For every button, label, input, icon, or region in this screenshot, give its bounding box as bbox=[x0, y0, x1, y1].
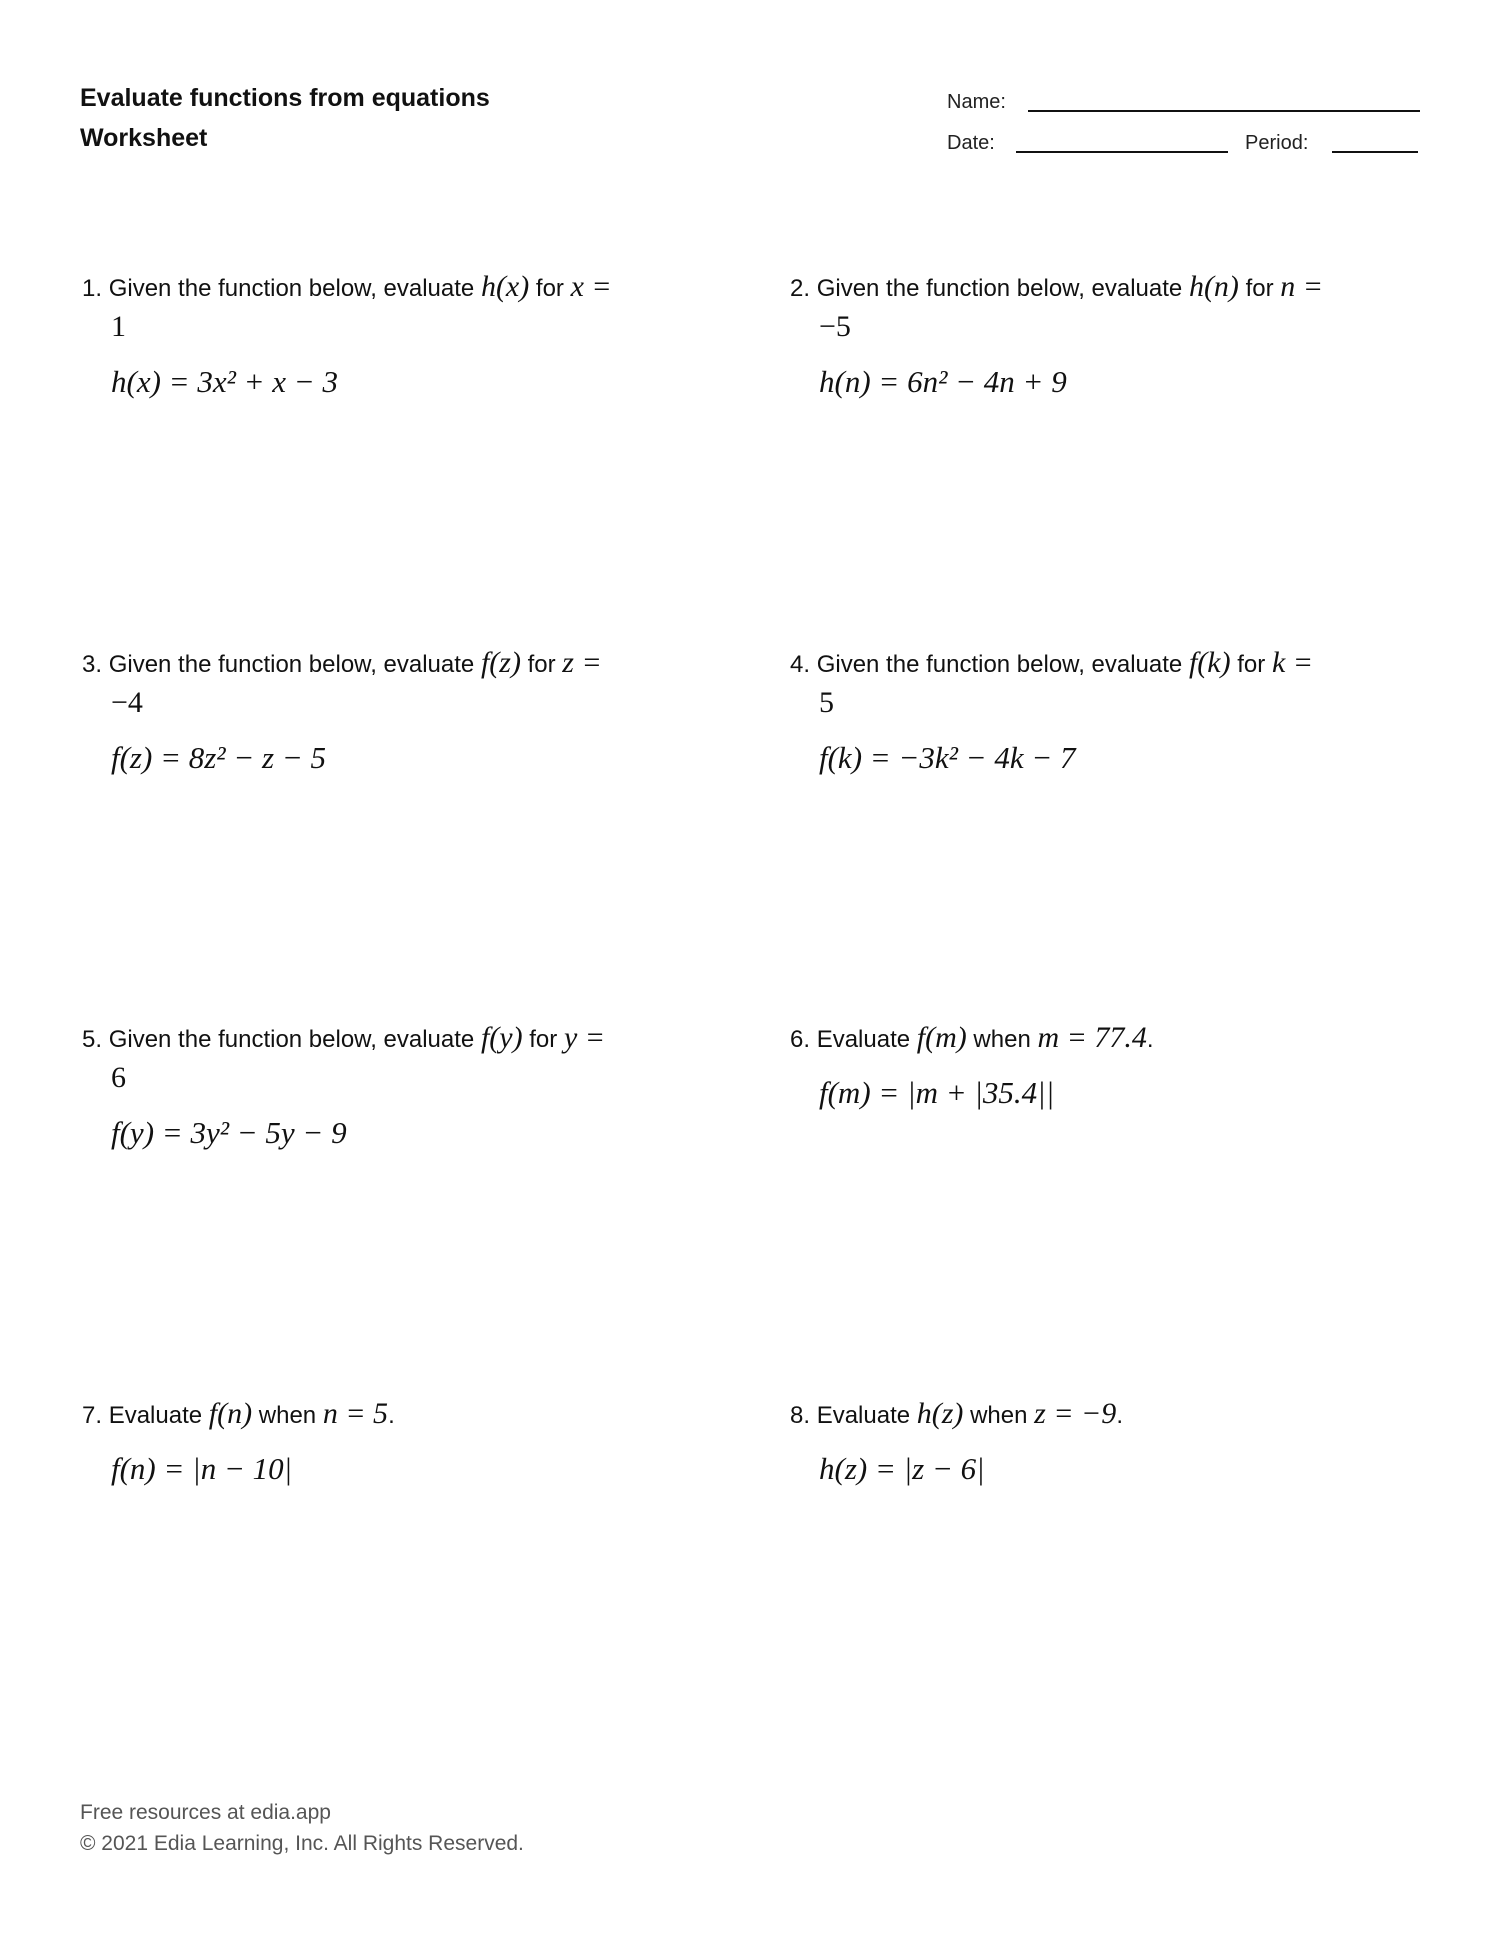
problem-connector: when bbox=[970, 1402, 1028, 1429]
problem-function: h(n) bbox=[1188, 270, 1239, 303]
problem-variable: z = −9 bbox=[1034, 1397, 1117, 1430]
problem-prompt: Evaluate bbox=[816, 1402, 911, 1429]
problem-period: . bbox=[1146, 1026, 1154, 1053]
problem-connector: for bbox=[535, 275, 564, 302]
problem-function: f(k) bbox=[1188, 646, 1231, 679]
problem-variable: y = bbox=[563, 1021, 605, 1054]
worksheet-title: Evaluate functions from equations bbox=[80, 84, 490, 112]
problem-number: 5. bbox=[82, 1026, 103, 1053]
problem-number: 8. bbox=[790, 1402, 811, 1429]
problem-connector: for bbox=[1237, 651, 1266, 678]
problem-number: 1. bbox=[82, 275, 103, 302]
problem-prompt: Given the function below, evaluate bbox=[108, 651, 475, 678]
problem-equation: f(m) = |m + |35.4|| bbox=[819, 1075, 1055, 1110]
problem-equation: f(n) = |n − 10| bbox=[111, 1451, 293, 1486]
problem-value: −5 bbox=[819, 310, 851, 343]
problem-value: 1 bbox=[111, 310, 126, 343]
problem-prompt: Evaluate bbox=[108, 1402, 203, 1429]
footer-resources: Free resources at edia.app bbox=[80, 1801, 331, 1824]
problem-value: 6 bbox=[111, 1061, 126, 1094]
problem-function: f(m) bbox=[916, 1021, 967, 1054]
footer-copyright: © 2021 Edia Learning, Inc. All Rights Reserved. bbox=[80, 1832, 524, 1855]
problem-connector: for bbox=[1245, 275, 1274, 302]
period-label: Period: bbox=[1245, 132, 1309, 154]
problem-equation: f(k) = −3k² − 4k − 7 bbox=[819, 740, 1076, 775]
problem-prompt: Evaluate bbox=[816, 1026, 911, 1053]
problem-connector: when bbox=[258, 1402, 317, 1429]
problem-variable: m = 77.4 bbox=[1037, 1021, 1147, 1054]
problem-function: h(x) bbox=[480, 270, 530, 303]
problem-connector: when bbox=[973, 1026, 1031, 1053]
problem-prompt: Given the function below, evaluate bbox=[108, 275, 475, 302]
problem-equation: f(y) = 3y² − 5y − 9 bbox=[111, 1115, 347, 1150]
name-field[interactable] bbox=[1028, 110, 1420, 112]
problem-variable: x = bbox=[570, 270, 612, 303]
problem-variable: k = bbox=[1271, 646, 1313, 679]
problem-number: 7. bbox=[82, 1402, 103, 1429]
problem-prompt: Given the function below, evaluate bbox=[816, 275, 1183, 302]
problem-function: f(y) bbox=[480, 1021, 523, 1054]
problem-equation: f(z) = 8z² − z − 5 bbox=[111, 740, 327, 775]
problem-connector: for bbox=[529, 1026, 558, 1053]
problem-period: . bbox=[388, 1402, 395, 1429]
problem-period: . bbox=[1116, 1402, 1123, 1429]
problem-number: 2. bbox=[790, 275, 811, 302]
problem-variable: n = bbox=[1280, 270, 1324, 303]
problem-value: 5 bbox=[819, 686, 834, 719]
problem-function: h(z) bbox=[916, 1397, 964, 1430]
problem-equation: h(z) = |z − 6| bbox=[819, 1451, 985, 1486]
problem-connector: for bbox=[527, 651, 556, 678]
problem-value: −4 bbox=[111, 686, 143, 719]
problem-variable: n = 5 bbox=[322, 1397, 389, 1430]
name-label: Name: bbox=[947, 91, 1006, 113]
problem-prompt: Given the function below, evaluate bbox=[108, 1026, 475, 1053]
date-label: Date: bbox=[947, 132, 995, 154]
problem-number: 4. bbox=[790, 651, 811, 678]
problem-function: f(z) bbox=[480, 646, 521, 679]
problem-equation: h(n) = 6n² − 4n + 9 bbox=[819, 364, 1067, 399]
problem-variable: z = bbox=[562, 646, 602, 679]
problem-function: f(n) bbox=[208, 1397, 253, 1430]
date-field[interactable] bbox=[1016, 151, 1228, 153]
worksheet-subtitle: Worksheet bbox=[80, 124, 208, 152]
period-field[interactable] bbox=[1332, 151, 1418, 153]
problem-equation: h(x) = 3x² + x − 3 bbox=[111, 364, 338, 399]
problem-prompt: Given the function below, evaluate bbox=[816, 651, 1183, 678]
problem-number: 6. bbox=[790, 1026, 811, 1053]
problem-number: 3. bbox=[82, 651, 103, 678]
